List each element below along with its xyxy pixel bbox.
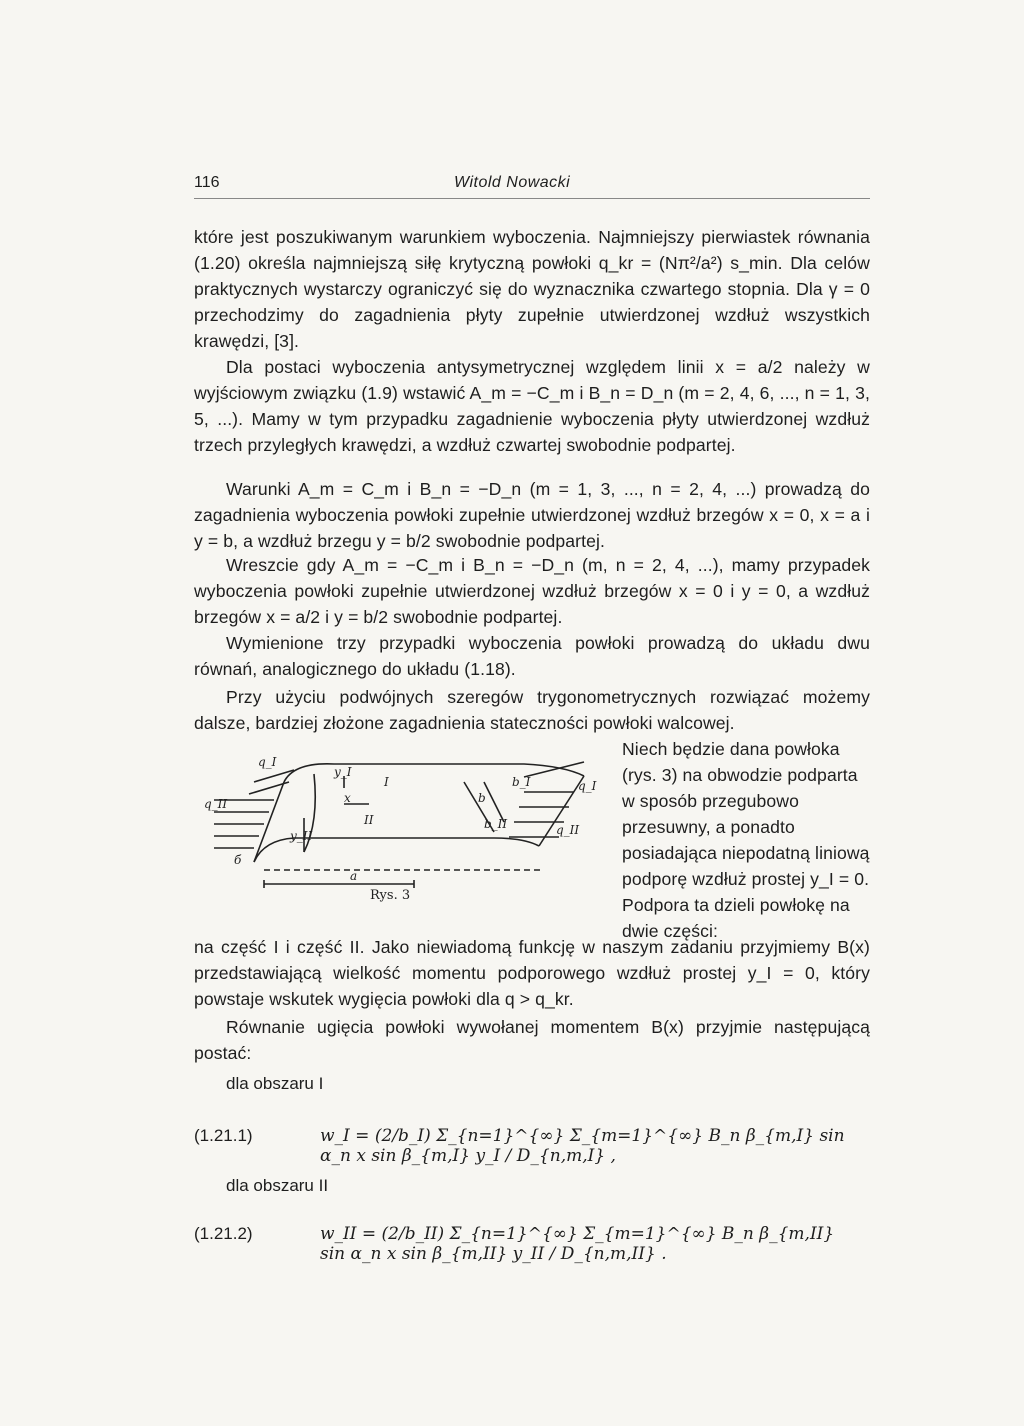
label-qII-right: q_II: [556, 823, 580, 837]
page-number: 116: [194, 174, 220, 191]
equation-1: w_I = (2/b_I) Σ_{n=1}^{∞} Σ_{m=1}^{∞} B_n β_{m,I} sin α_n x sin β_{m,I} y_I / D_{n,m,I} ,: [320, 1126, 845, 1166]
label-yII: y_II: [290, 829, 313, 843]
paragraph-3: Warunki A_m = C_m i B_n = −D_n (m = 1, 3, ..., n = 2, 4, ...) prowadzą do zagadnienia wyboczenia powłoki zupełnie utwierdzonej wzdłuż brzegów x = 0, x = a i y = b, a wzdłuż brzegu y = b/2 swobodnie podpartej.: [194, 479, 870, 551]
equation-intro: Równanie ugięcia powłoki wywołanej momentem B(x) przyjmie następującą postać:: [194, 1017, 870, 1063]
paragraph-6: Przy użyciu podwójnych szeregów trygonometrycznych rozwiązać możemy dalsze, bardziej złożone zagadnienia stateczności powłoki walcowej.: [194, 687, 870, 733]
equation-1-label: (1.21.1): [194, 1126, 253, 1145]
label-x: x: [344, 791, 351, 805]
running-title: Witold Nowacki: [454, 174, 571, 191]
after-figure-paragraph: na część I i część II. Jako niewiadomą funkcję w naszym zadaniu przyjmiemy B(x) przedstawiającą wielkość momentu podporowego wzdłuż prostej y_I = 0, który powstaje wskutek wygięcia powłoki dla q > q_kr.: [194, 937, 870, 1009]
label-II: II: [364, 813, 374, 827]
region-I-label: dla obszaru I: [226, 1074, 324, 1093]
paragraph-2: Dla postaci wyboczenia antysymetrycznej względem linii x = a/2 należy w wyjściowym związku (1.9) wstawić A_m = −C_m i B_n = D_n (m = 2, 4, 6, ..., n = 1, 3, 5, ...). Mamy w tym przypadku zagadnienie wyboczenia płyty utwierdzonej wzdłuż trzech przyległych krawędzi, a wzdłuż czwartej swobodnie podpartej.: [194, 357, 870, 455]
page-header: [194, 174, 870, 199]
label-qI: q_I: [258, 755, 277, 769]
equation-2: w_II = (2/b_II) Σ_{n=1}^{∞} Σ_{m=1}^{∞} B_n β_{m,II} sin α_n x sin β_{m,II} y_II / D_{n,m,II} .: [320, 1224, 835, 1264]
label-b-cyr: б: [234, 853, 242, 867]
label-bII: b_II: [484, 817, 508, 831]
figure-caption: Rys. 3: [370, 888, 411, 903]
label-qI-right: q_I: [578, 779, 597, 793]
label-a: a: [350, 869, 358, 883]
label-I: I: [384, 775, 389, 789]
paragraph-4: Wreszcie gdy A_m = −C_m i B_n = −D_n (m, n = 2, 4, ...), mamy przypadek wyboczenia powłoki zupełnie utwierdzonej wzdłuż brzegów x = 0 i y = 0, a wzdłuż brzegów x = a/2 i y = b/2 swobodnie podpartej.: [194, 555, 870, 627]
paragraph-5: Wymienione trzy przypadki wyboczenia powłoki prowadzą do układu dwu równań, analogicznego do układu (1.18).: [194, 633, 870, 679]
equation-2-label: (1.21.2): [194, 1224, 253, 1243]
paragraph-1: które jest poszukiwanym warunkiem wyboczenia. Najmniejszy pierwiastek równania (1.20) określa najmniejszą siłę krytyczną powłoki q_kr = (Nπ²/a²) s_min. Dla celów praktycznych wystarczy ograniczyć się do wyznacznika czwartego stopnia. Dla γ = 0 przechodzimy do zagadnienia płyty zupełnie utwierdzonej wzdłuż wszystkich krawędzi, [3].: [194, 227, 870, 351]
label-qII: q_II: [204, 797, 228, 811]
label-bI: b_I: [512, 775, 531, 789]
wrap-text: Niech będzie dana powłoka (rys. 3) na obwodzie podparta w sposób przegubowo przesuwny, a ponadto posiadająca niepodatną liniową podporę wzdłuż prostej y_I = 0. Podpora ta dzieli powłokę na dwie części:: [622, 739, 870, 941]
label-b: b: [478, 791, 486, 805]
label-yI: y_I: [334, 765, 352, 779]
region-II-label: dla obszaru II: [226, 1176, 329, 1195]
